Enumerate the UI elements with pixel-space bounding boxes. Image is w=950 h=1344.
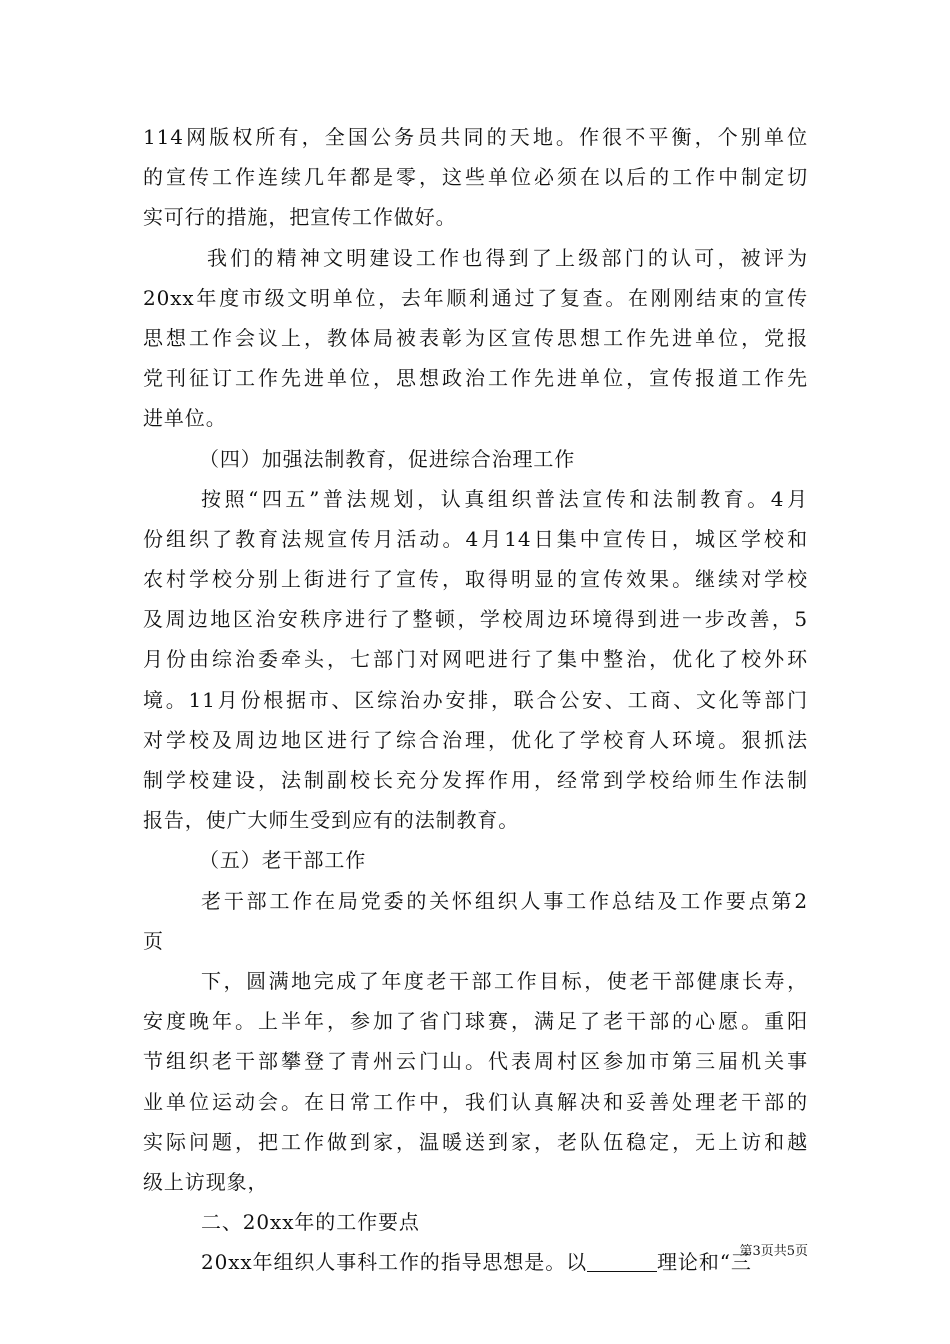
text-line: 报告，使广大师生受到应有的法制教育。 bbox=[143, 808, 520, 833]
text-line: 的宣传工作连续几年都是零，这些单位必须在以后的工作中制定切 bbox=[143, 165, 808, 190]
text-line: 我们的精神文明建设工作也得到了上级部门的认可，被评为 bbox=[207, 245, 808, 270]
text-line: 对学校及周边地区进行了综合治理，优化了学校育人环境。狠抓法 bbox=[143, 727, 808, 752]
text-line: 安度晚年。上半年，参加了省门球赛，满足了老干部的心愿。重阳 bbox=[143, 1009, 808, 1034]
text-line: 进单位。 bbox=[143, 406, 227, 431]
text-line: 二、20xx年的工作要点 bbox=[201, 1210, 420, 1235]
text-line-with-blank bbox=[143, 1242, 808, 1282]
text-line: 级上访现象， bbox=[143, 1169, 269, 1194]
fill-in-blank bbox=[587, 1251, 657, 1272]
text-line: 思想工作会议上，教体局被表彰为区宣传思想工作先进单位，党报 bbox=[143, 325, 808, 350]
text-line: 页 bbox=[143, 928, 164, 953]
text-line: 114网版权所有，全国公务员共同的天地。作很不平衡，个别单位 bbox=[143, 125, 808, 149]
document-body bbox=[143, 117, 808, 1282]
text-line: 实可行的措施，把宣传工作做好。 bbox=[143, 205, 457, 230]
text-line: 及周边地区治安秩序进行了整顿，学校周边环境得到进一步改善，5 bbox=[143, 607, 808, 632]
text-segment: 20xx年组织人事科工作的指导思想是。以 bbox=[201, 1250, 588, 1275]
text-line: 下，圆满地完成了年度老干部工作目标，使老干部健康长寿， bbox=[201, 968, 808, 993]
text-line: 按照“四五”普法规划，认真组织普法宣传和法制教育。4月 bbox=[201, 486, 808, 511]
text-line: （五）老干部工作 bbox=[199, 848, 367, 873]
text-line: 境。11月份根据市、区综治办安排，联合公安、工商、文化等部门 bbox=[143, 687, 808, 712]
text-line: 20xx年度市级文明单位，去年顺利通过了复查。在刚刚结束的宣传 bbox=[143, 285, 808, 310]
text-line: 节组织老干部攀登了青州云门山。代表周村区参加市第三届机关事 bbox=[143, 1049, 808, 1074]
page-footer: 第3页共5页 bbox=[739, 1244, 808, 1259]
text-line: 党刊征订工作先进单位，思想政治工作先进单位，宣传报道工作先 bbox=[143, 366, 808, 391]
text-segment: 理论和“三 bbox=[657, 1250, 752, 1275]
text-line: （四）加强法制教育，促进综合治理工作 bbox=[199, 446, 576, 471]
text-line: 业单位运动会。在日常工作中，我们认真解决和妥善处理老干部的 bbox=[143, 1089, 808, 1114]
text-line: 农村学校分别上街进行了宣传，取得明显的宣传效果。继续对学校 bbox=[143, 567, 808, 592]
text-line: 份组织了教育法规宣传月活动。4月14日集中宣传日，城区学校和 bbox=[143, 526, 808, 551]
text-line: 月份由综治委牵头，七部门对网吧进行了集中整治，优化了校外环 bbox=[143, 647, 808, 672]
text-line: 制学校建设，法制副校长充分发挥作用，经常到学校给师生作法制 bbox=[143, 768, 808, 792]
text-line: 老干部工作在局党委的关怀组织人事工作总结及工作要点第2 bbox=[201, 888, 808, 913]
text-line: 实际问题，把工作做到家，温暖送到家，老队伍稳定，无上访和越 bbox=[143, 1129, 808, 1154]
